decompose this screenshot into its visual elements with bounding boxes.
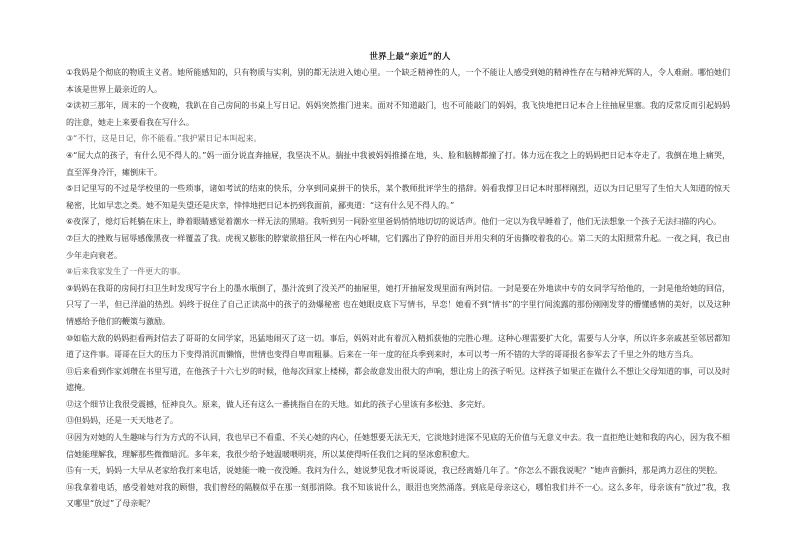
paragraph-15: ⑮有一天，妈妈一大早从老家给我打来电话，说她能一晚一夜没睡。我问为什么，她说梦见我才听说哥说，我已经离婚几年了。“你怎么不跟我说呢？”她声音颤抖，那是鸿力忍住的哭腔。	[66, 466, 723, 476]
paragraph-8: ⑧后来我家发生了一件更大的事。	[66, 267, 186, 277]
paragraph-14: ⑭因为对她的人生趣味与行为方式的不认同，我也早已不看重、不关心她的内心，任她想要无法无天，它淡地封进深不见底的无价值与无意义中去。我一直拒绝让她和我的内心，因为我不相信她能理解我，理解那些微微暗沉。多年来，我很少给予她温暖喂明亮，所以某使得听任我们之间的坚冰愈积愈大。	[66, 433, 730, 459]
paragraph-7: ⑦巨大的挫败与屈辱感像黑夜一样覆盖了我。虎视又膨胀的脖蒙欲措狂风一样在内心呼啸，它们露出了狰狞的面目并用尖利的牙齿撕咬着我的心。第二天的太阳照常升起。一夜之间，我已由少年走向衰老。	[66, 233, 730, 260]
paragraph-12: ⑫这个细节让我很受震撼，怔神良久。原来，做人还有这么一番挑指自在的天地。如此的孩子心里该有多松弛、多完好。	[66, 399, 490, 409]
paragraph-13: ⑬但妈妈，还是一天天地老了。	[66, 416, 178, 426]
paragraph-3: ③“不行，这是日记，你不能看。”我护紧日记本叫起来。	[66, 134, 262, 144]
paragraph-6: ⑥夜深了，熄灯后耗躺在床上，睁着眼睛感觉着潮水一样无法的黑暗。我听到另一间卧室里爸妈悄悄地切切的说话声。他们一定以为我早睡着了，他们无法想象一个孩子无法扫描的内心。	[66, 217, 722, 227]
document-page	[66, 50, 730, 513]
paragraph-4: ④“屁大点的孩子，有什么见不得人的。”妈一面分说直奔抽屉，我坚决不从。揣扯中我被妈妈推搡在地，头、脸和脑膊都撞了打。体力远在我之上的妈妈把日记本夺走了。我倒在地上痛哭，直至浑身冷汗，瘫倒床干。	[66, 150, 730, 177]
paragraph-1: ①我妈是个彻底的物质主义者。她所能感知的，只有物质与实利，别的都无法进入她心里。一个缺乏精神性的人，一个不能让人感受到她的精神性存在与精神光辉的人，令人难耐。哪怕她们本该是世界上最亲近的人。	[66, 68, 730, 94]
paragraph-16: ⑯我拿着电话，感受着她对我的顾惜，我们曾经的隔膜似乎在那一刻那消除。我不知该说什么，眼泪也突然涌落。到底是母亲这心，哪怕我们并不一心。这么多年，母亲该有“放过”我，我又哪里“放过”了母亲呢？	[66, 482, 730, 509]
paragraph-11: ⑪后来看到作家刘瓒在书里写道，在他孩子十六七岁的时候，他每次回家上楼梯，都会故意发出很大的声响，想让房上的孩子听见。这样孩子如果正在做什么不想让父母知道的事，可以及时遮掩。	[66, 366, 730, 393]
paragraph-10: ⑩如临大敌的妈妈拒看两封信去了哥哥的女同学家，迅猛地闹灭了这一切。事后，妈妈对此有着沉入精抓获他的完胜心理。这种心理需要扩大化，需要与人分享，所以许多亲戚甚至邻居都知道了这件事。哥哥在巨大的压力下变得消沉而懒惰，世情也变得自卑而粗暴。后来在一年一度的征兵季到来时，本可以考一所不错的大学的哥哥报名参军去了千里之外的地方当兵。	[66, 333, 730, 360]
paragraph-5: ⑤日记里写的不过是学校里的一些琐事，诸如考试的结束的快乐，分享到同桌拼干的快乐，某个教师批评学生的措辞。妈看我撑卫日记本时那样刚烈，迈以为日记里写了生怕大人知道的惊天秘密，比如早恋之类。她不知是失望还是庆幸，悻悻地把日记本扔到我面前，鄙夷道：“这有什么见不得人的。”	[66, 184, 730, 210]
paragraph-2: ②读初三那年，周末的一个夜晚，我趴在自己房间的书桌上写日记。妈妈突然推门进来。面对不知道敲门，也不可能敲门的妈妈，我飞快地把日记本合上往抽屉里塞。我的反常反而引起妈妈的注意，她走上来要看我在写什么。	[66, 101, 730, 127]
document-title: 世界上最“亲近”的人	[369, 52, 451, 62]
paragraph-9: ⑨妈妈在我哥的房间打扫卫生时发现写字台上的墨水瓶倒了，墨汁流到了没关严的抽屉里，她打开抽屉发现里面有两封信。一封是要在外地读中专的女同学写给他的，一封是他给她的回信，只写了一半，但已洋溢的热烈。妈终于捉住了自己正读高中的孩子的劲爆秘密 也在她眼皮底下写情书，早恋！她看不到“情书”的字里行间流露的那份刚刚发芽的懵懂感情的美好，以及这种情感给予他们的鞭策与激励。	[66, 283, 730, 326]
